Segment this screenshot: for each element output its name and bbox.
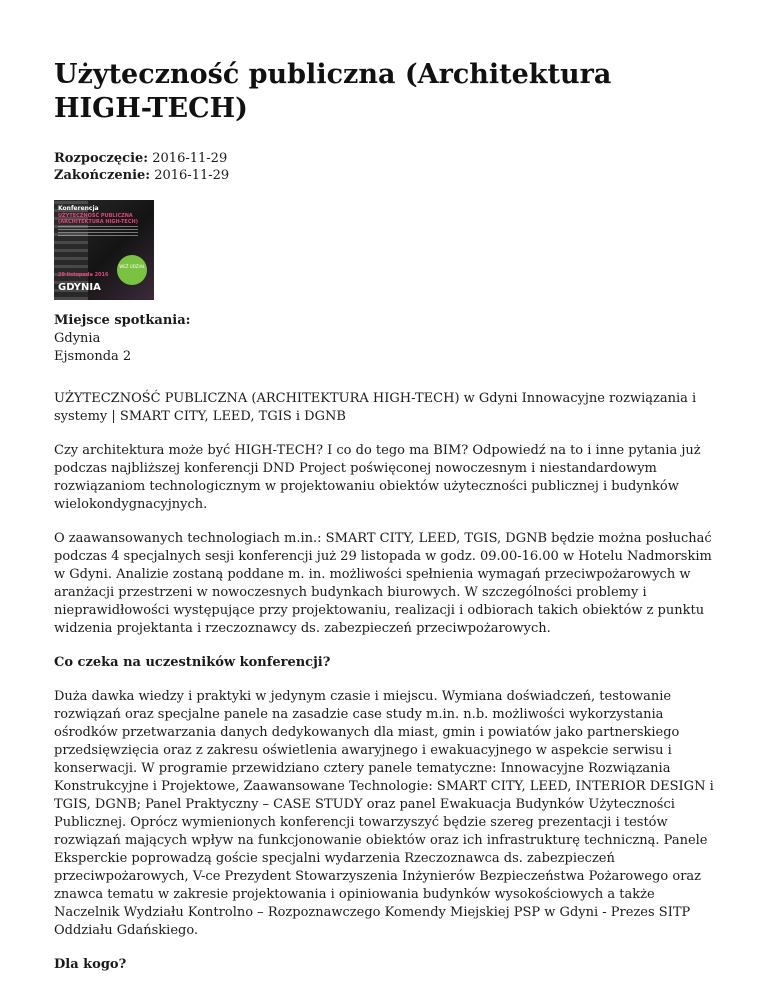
start-date-label: Rozpoczęcie: (54, 151, 149, 166)
poster-city: GDYNIA (58, 282, 101, 293)
poster-date: 29 listopada 2016 (58, 272, 109, 278)
poster-line-1: Konferencja (58, 205, 99, 212)
end-date-label: Zakończenie: (54, 168, 151, 183)
paragraph-intro: UŻYTECZNOŚĆ PUBLICZNA (ARCHITEKTURA HIGH-TECH) w Gdyni Innowacyjne rozwiązania i systemy | SMART CITY, LEED, TGIS i DGNB (54, 391, 697, 424)
page-title: Użyteczność publiczna (Architektura HIGH-TECH) (54, 59, 612, 124)
end-date-value: 2016-11-29 (154, 168, 230, 183)
event-poster-image[interactable] (54, 200, 154, 300)
meeting-place-street: Ejsmonda 2 (54, 349, 132, 364)
start-date-value: 2016-11-29 (152, 151, 228, 166)
meeting-place-label: Miejsce spotkania: (54, 313, 191, 328)
paragraph-question: Czy architektura może być HIGH-TECH? I co do tego ma BIM? Odpowiedź na to i inne pytania już podczas najbliższej konferencji DND Project poświęconej nowoczesnym i niestandardowym rozwiązaniom technologicznym w projektowaniu obiektów użyteczności publicznej i budynków wielokondygnacyjnych. (54, 443, 701, 512)
meeting-place (54, 312, 714, 366)
meeting-place-city: Gdynia (54, 331, 101, 346)
section-heading-audience: Dla kogo? (54, 957, 127, 972)
start-date (54, 150, 714, 167)
poster-line-2: UŻYTECZNOŚĆ PUBLICZNA (ARCHITEKTURA HIGH-TECH) (58, 213, 138, 225)
paragraph-program: Duża dawka wiedzy i praktyki w jedynym czasie i miejscu. Wymiana doświadczeń, testowanie rozwiązań oraz specjalne panele na zasadzie case study m.in. n.b. możliwości wykorzystania ośrodków przetwarzania danych dedykowanych dla miast, gmin i powiatów jako partnerskiego przedsięwzięcia oraz z zakresu oświetlenia awaryjnego i ewakuacyjnego w aspekcie serwisu i konserwacji. W programie przewidziano cztery panele tematyczne: Innowacyjne Rozwiązania Konstrukcyjne i Projektowe, Zaawansowane Technologie: SMART CITY, LEED, INTERIOR DESIGN i TGIS, DGNB; Panel Praktyczny – CASE STUDY oraz panel Ewakuacja Budynków Użyteczności Publicznej. Oprócz wymienionych konferencji towarzyszyć będzie szereg prezentacji i testów rozwiązań mających wpływ na funkcjonowanie obiektów oraz ich infrastrukturę techniczną. Panele Eksperckie poprowadzą goście specjalni wydarzenia Rzeczoznawca ds. zabezpieczeń przeciwpożarowych, V-ce Prezydent Stowarzyszenia Inżynierów Bezpieczeństwa Pożarowego oraz znawca tematu w zakresie projektowania i opiniowania budynków wysokościowych a także Naczelnik Wydziału Kontrolno – Rozpoznawczego Komendy Miejskiej PSP w Gdyni - Prezes SITP Oddziału Gdańskiego. (54, 689, 714, 938)
poster-badge: WEŹ UDZIAŁ (117, 255, 147, 285)
paragraph-technologies: O zaawansowanych technologiach m.in.: SMART CITY, LEED, TGIS, DGNB będzie można posłuchać podczas 4 specjalnych sesji konferencji już 29 listopada w godz. 09.00-16.00 w Hotelu Nadmorskim w Gdyni. Analizie zostaną poddane m. in. możliwości spełnienia wymagań przeciwpożarowych w aranżacji przestrzeni w nowoczesnych budynkach biurowych. W szczególności problemy i nieprawidłowości występujące przy projektowaniu, realizacji i odbiorach takich obiektów z punktu widzenia projektanta i rzeczoznawcy ds. zabezpieczeń przeciwpożarowych. (54, 531, 712, 636)
poster-fine-print (58, 226, 138, 236)
section-heading-participants: Co czeka na uczestników konferencji? (54, 655, 331, 670)
end-date (54, 167, 714, 184)
event-description (54, 390, 714, 974)
